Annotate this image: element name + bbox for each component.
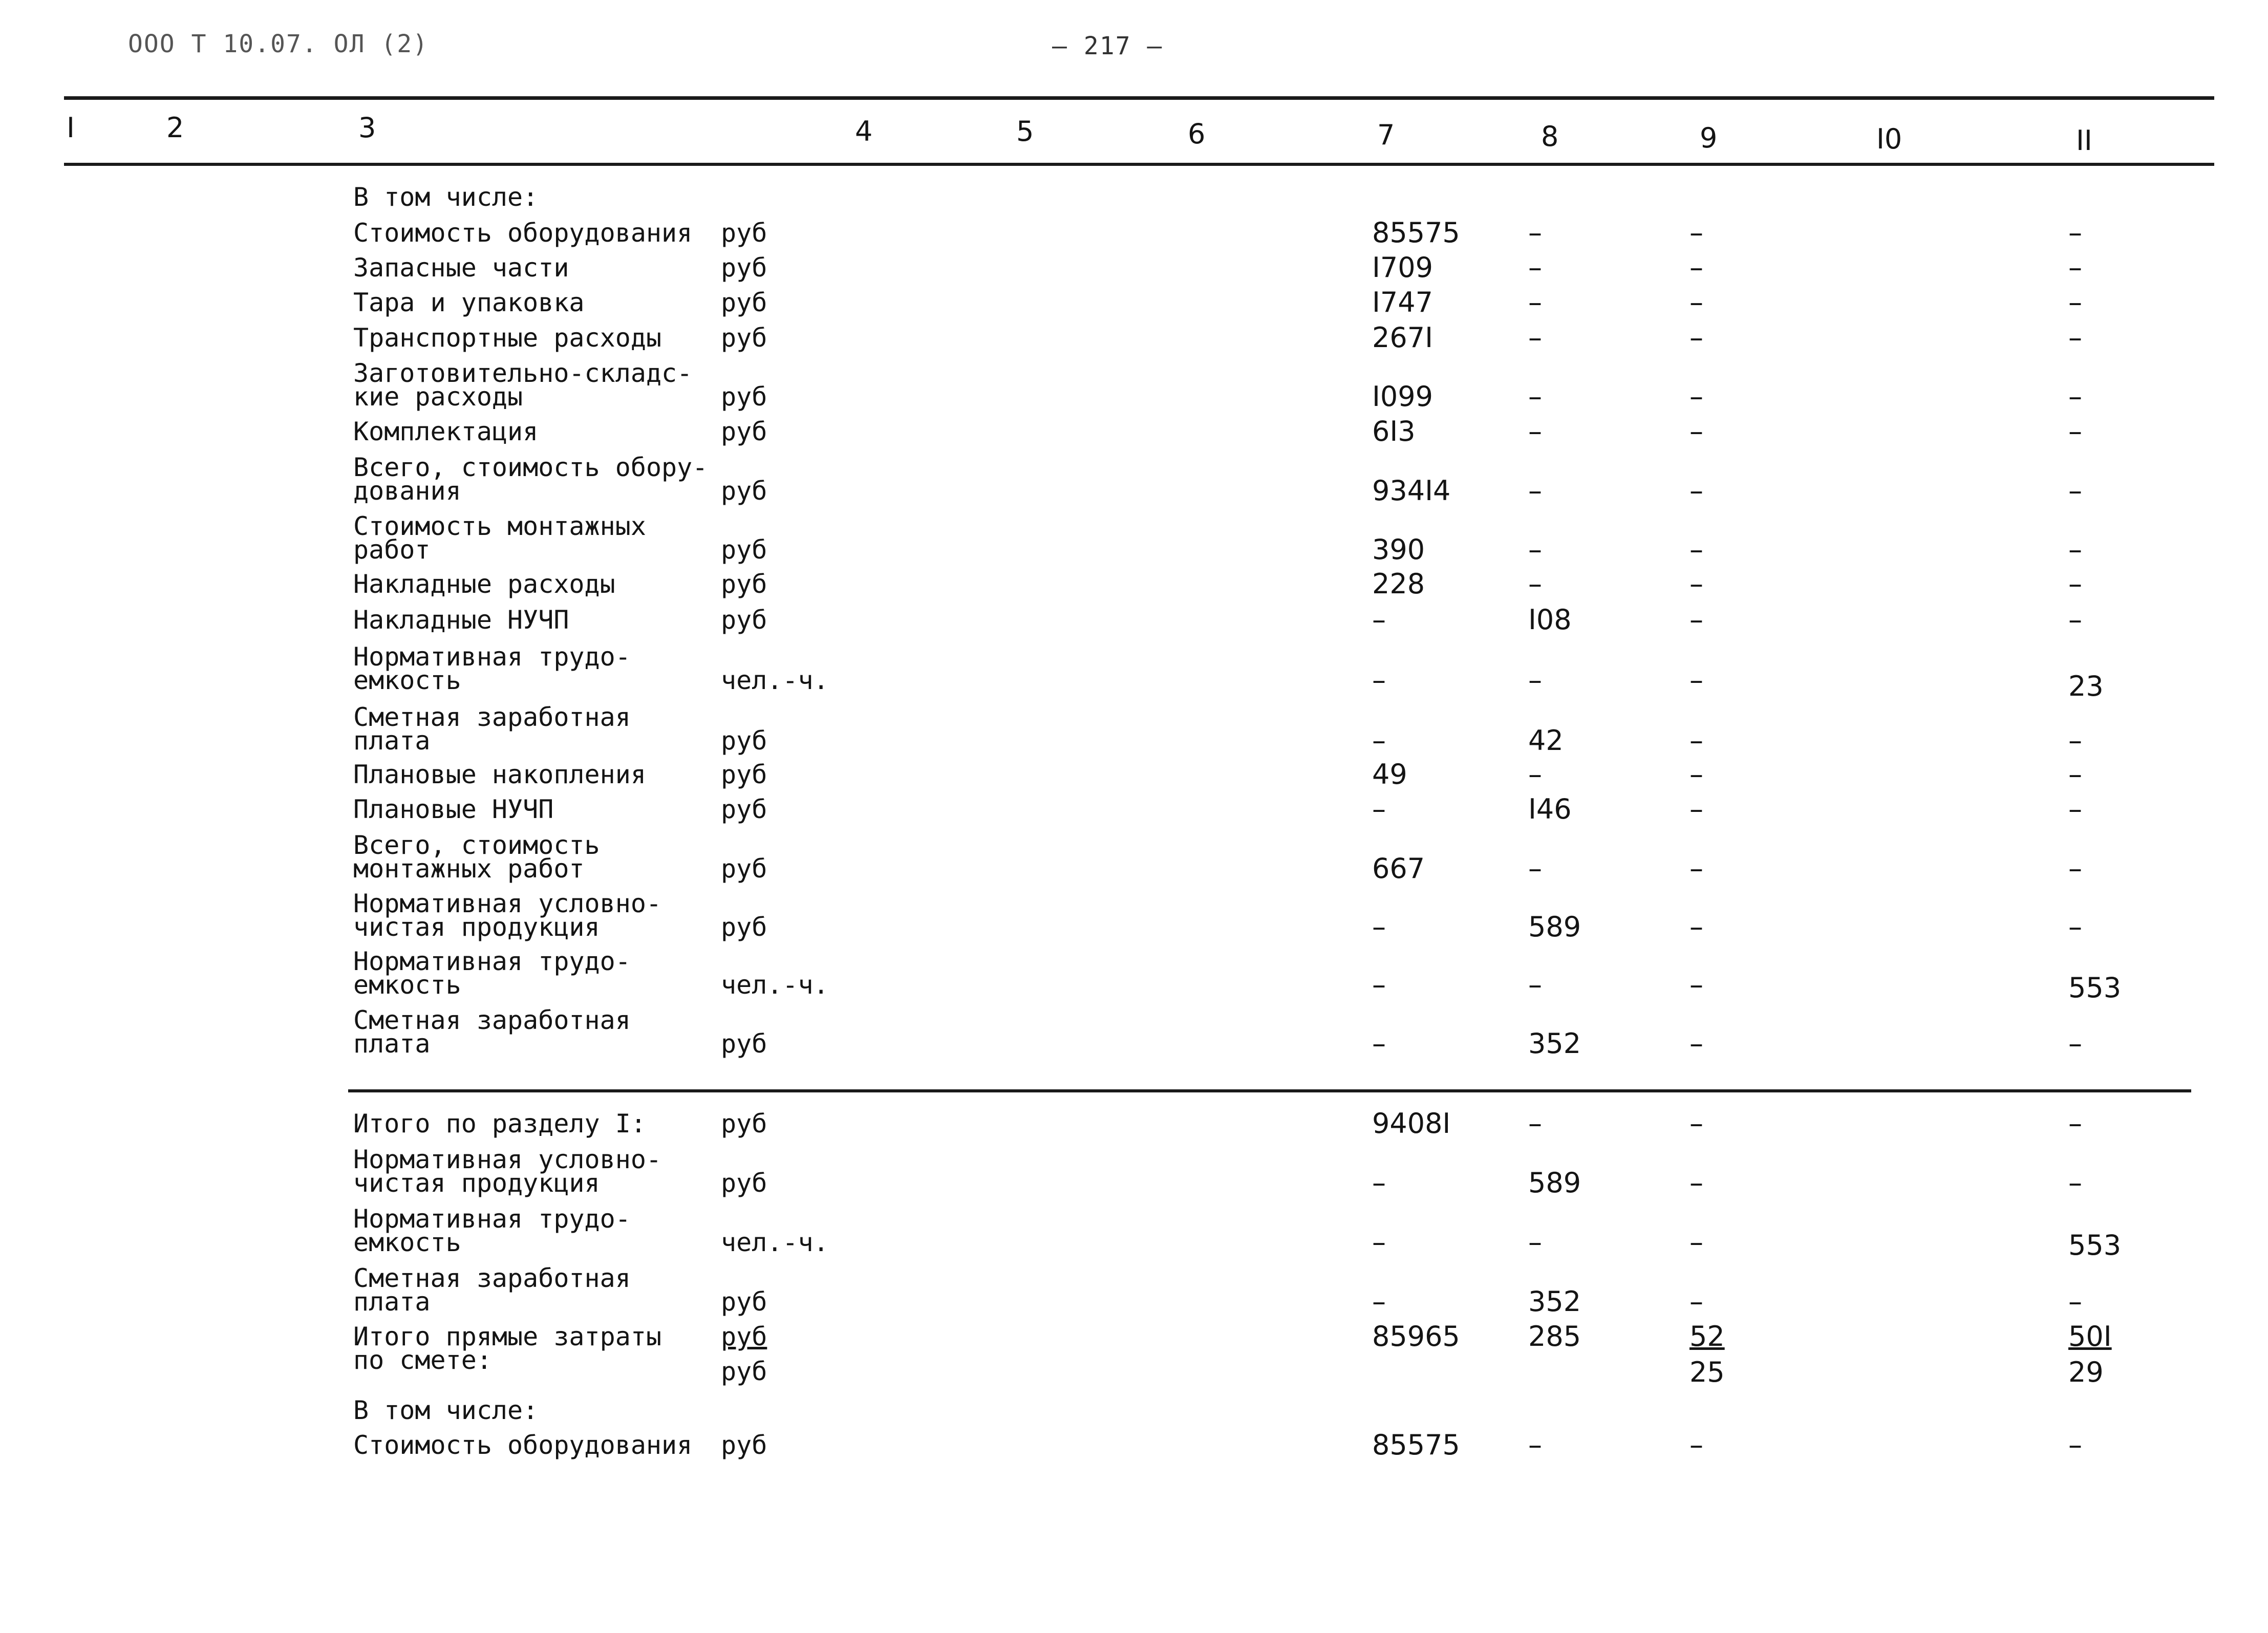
row-col11: – bbox=[2068, 286, 2082, 318]
row-col8: – bbox=[1528, 1429, 1542, 1461]
row-unit: руб bbox=[721, 1430, 767, 1460]
row-col7: 9408I bbox=[1372, 1107, 1451, 1140]
row-col7: 85575 bbox=[1372, 217, 1460, 249]
section-rule bbox=[348, 1089, 2191, 1092]
row-unit: чел.-ч. bbox=[721, 970, 829, 1000]
row-col7: 228 bbox=[1372, 568, 1425, 600]
col-7: 7 bbox=[1377, 119, 1395, 151]
row-col8: – bbox=[1528, 321, 1542, 354]
row-unit: руб bbox=[721, 854, 767, 884]
row-col11: 553 bbox=[2068, 972, 2122, 1004]
row-col8: – bbox=[1528, 533, 1542, 566]
row-col8: – bbox=[1528, 758, 1542, 790]
page-number: – 217 – bbox=[1052, 32, 1163, 60]
row-col7: I099 bbox=[1372, 380, 1433, 413]
row-col7: – bbox=[1372, 1027, 1386, 1060]
row-col7: 667 bbox=[1372, 852, 1425, 885]
row-col8: – bbox=[1528, 969, 1542, 1001]
document-code: ООО Т 10.07. ОЛ (2) bbox=[128, 30, 429, 58]
row-col11: – bbox=[2068, 1285, 2082, 1318]
row-col11: – bbox=[2068, 793, 2082, 825]
row-col7: – bbox=[1372, 1226, 1386, 1258]
row-col9: – bbox=[1689, 286, 1703, 318]
row-col11: – bbox=[2068, 852, 2082, 885]
row-label: Сметная заработная плата bbox=[353, 1263, 631, 1317]
col-4: 4 bbox=[855, 115, 873, 147]
row-unit: руб bbox=[721, 1322, 767, 1351]
row-unit: руб bbox=[721, 912, 767, 942]
row-unit: руб bbox=[721, 794, 767, 824]
row-col9: – bbox=[1689, 380, 1703, 413]
row-label: Итого по разделу I: bbox=[353, 1109, 646, 1138]
row-col8: – bbox=[1528, 415, 1542, 447]
row-col8: – bbox=[1528, 664, 1542, 696]
row-col11: – bbox=[2068, 724, 2082, 757]
row-label: Транспортные расходы bbox=[353, 323, 662, 353]
row-unit: руб bbox=[721, 253, 767, 283]
row-label: Нормативная условно- чистая продукция bbox=[353, 1145, 662, 1198]
row-col9: – bbox=[1689, 1167, 1703, 1199]
row-col11: – bbox=[2068, 533, 2082, 566]
row-unit: руб bbox=[721, 288, 767, 317]
row-col9: – bbox=[1689, 568, 1703, 600]
row-col11: 23 bbox=[2068, 670, 2104, 702]
row-label: Запасные части bbox=[353, 253, 569, 283]
row-label: Всего, стоимость обору- дования bbox=[353, 453, 708, 506]
row-label: Нормативная трудо- емкость bbox=[353, 947, 631, 1000]
row-label: Итого прямые затраты по смете: bbox=[353, 1322, 662, 1375]
row-col11: 50I bbox=[2068, 1320, 2112, 1352]
row-unit-secondary: руб bbox=[721, 1357, 767, 1386]
row-col7: I747 bbox=[1372, 286, 1433, 318]
row-col11: – bbox=[2068, 1429, 2082, 1461]
row-unit: руб bbox=[721, 476, 767, 506]
row-col8: 352 bbox=[1528, 1027, 1581, 1060]
row-col9: – bbox=[1689, 1429, 1703, 1461]
row-col7: 934I4 bbox=[1372, 475, 1451, 507]
row-label: Стоимость оборудования bbox=[353, 218, 693, 248]
row-unit: чел.-ч. bbox=[721, 1228, 829, 1257]
col-9: 9 bbox=[1700, 122, 1718, 154]
row-unit: руб bbox=[721, 1168, 767, 1198]
row-col9: – bbox=[1689, 911, 1703, 943]
row-col8: 589 bbox=[1528, 1167, 1581, 1199]
row-col7: – bbox=[1372, 911, 1386, 943]
row-unit: руб bbox=[721, 726, 767, 756]
row-col11: – bbox=[2068, 217, 2082, 249]
col-10: I0 bbox=[1876, 123, 1902, 155]
row-col11: – bbox=[2068, 1027, 2082, 1060]
row-label: В том числе: bbox=[353, 1395, 539, 1425]
row-col9: – bbox=[1689, 969, 1703, 1001]
row-col7: – bbox=[1372, 1285, 1386, 1318]
row-col8: 352 bbox=[1528, 1285, 1581, 1318]
row-col7: 85575 bbox=[1372, 1429, 1460, 1461]
row-col9: – bbox=[1689, 217, 1703, 249]
row-unit: руб bbox=[721, 382, 767, 412]
row-col7: 49 bbox=[1372, 758, 1407, 790]
row-col8: – bbox=[1528, 217, 1542, 249]
row-col8: I08 bbox=[1528, 604, 1572, 636]
row-label: Заготовительно-складс- кие расходы bbox=[353, 358, 693, 412]
row-col11: – bbox=[2068, 321, 2082, 354]
row-col9: – bbox=[1689, 475, 1703, 507]
col-1: I bbox=[67, 112, 75, 144]
row-col8: 589 bbox=[1528, 911, 1581, 943]
row-col8: – bbox=[1528, 1226, 1542, 1258]
row-col11: – bbox=[2068, 380, 2082, 413]
row-col11-secondary: 29 bbox=[2068, 1356, 2104, 1388]
row-col8: – bbox=[1528, 852, 1542, 885]
row-col9: – bbox=[1689, 1226, 1703, 1258]
row-col9-secondary: 25 bbox=[1689, 1356, 1725, 1388]
row-col11: – bbox=[2068, 758, 2082, 790]
row-unit: руб bbox=[721, 1029, 767, 1059]
row-label: Плановые накопления bbox=[353, 760, 646, 789]
row-unit: чел.-ч. bbox=[721, 665, 829, 695]
table-header-rule bbox=[64, 163, 2214, 166]
row-label: Плановые НУЧП bbox=[353, 794, 554, 824]
row-col8: – bbox=[1528, 286, 1542, 318]
col-8: 8 bbox=[1541, 120, 1559, 153]
row-col7: 6I3 bbox=[1372, 415, 1416, 447]
col-2: 2 bbox=[166, 112, 184, 144]
row-label: Нормативная условно- чистая продукция bbox=[353, 889, 662, 942]
col-6: 6 bbox=[1188, 118, 1206, 150]
row-col7: – bbox=[1372, 664, 1386, 696]
row-col11: – bbox=[2068, 251, 2082, 284]
row-label: Стоимость монтажных работ bbox=[353, 511, 646, 565]
row-col9: – bbox=[1689, 758, 1703, 790]
row-col8: – bbox=[1528, 380, 1542, 413]
row-col9: – bbox=[1689, 852, 1703, 885]
row-col7: I709 bbox=[1372, 251, 1433, 284]
row-col7: – bbox=[1372, 724, 1386, 757]
row-col9: – bbox=[1689, 251, 1703, 284]
row-col9: – bbox=[1689, 1027, 1703, 1060]
row-unit: руб bbox=[721, 605, 767, 635]
row-col11: – bbox=[2068, 604, 2082, 636]
row-col9: – bbox=[1689, 1285, 1703, 1318]
row-label: Комплектация bbox=[353, 417, 539, 446]
col-5: 5 bbox=[1016, 115, 1034, 147]
row-col11: – bbox=[2068, 475, 2082, 507]
row-col9: – bbox=[1689, 533, 1703, 566]
row-unit: руб bbox=[721, 1109, 767, 1138]
row-col11: 553 bbox=[2068, 1229, 2122, 1261]
row-col8: 42 bbox=[1528, 724, 1564, 757]
row-label: Стоимость оборудования bbox=[353, 1430, 693, 1460]
row-col9: 52 bbox=[1689, 1320, 1725, 1352]
row-unit: руб bbox=[721, 1287, 767, 1317]
row-col7: 390 bbox=[1372, 533, 1425, 566]
row-col9: – bbox=[1689, 793, 1703, 825]
row-unit: руб bbox=[721, 218, 767, 248]
row-col11: – bbox=[2068, 1107, 2082, 1140]
row-col7: – bbox=[1372, 1167, 1386, 1199]
row-unit: руб bbox=[721, 323, 767, 353]
row-label: Всего, стоимость монтажных работ bbox=[353, 830, 600, 884]
row-col8: – bbox=[1528, 475, 1542, 507]
row-col11: – bbox=[2068, 1167, 2082, 1199]
row-col7: 267I bbox=[1372, 321, 1433, 354]
row-col8: – bbox=[1528, 251, 1542, 284]
row-unit: руб bbox=[721, 417, 767, 446]
row-col8: I46 bbox=[1528, 793, 1572, 825]
row-col9: – bbox=[1689, 724, 1703, 757]
row-col8: – bbox=[1528, 568, 1542, 600]
row-col7: – bbox=[1372, 969, 1386, 1001]
col-11: II bbox=[2076, 124, 2092, 157]
table-top-rule bbox=[64, 96, 2214, 100]
row-col7: – bbox=[1372, 793, 1386, 825]
row-label: Нормативная трудо- емкость bbox=[353, 642, 631, 695]
row-unit: руб bbox=[721, 569, 767, 599]
row-label: Накладные расходы bbox=[353, 569, 615, 599]
col-3: 3 bbox=[358, 112, 376, 144]
row-col7: 85965 bbox=[1372, 1320, 1460, 1352]
row-col9: – bbox=[1689, 1107, 1703, 1140]
row-col7: – bbox=[1372, 604, 1386, 636]
row-col8: 285 bbox=[1528, 1320, 1581, 1352]
row-label: Тара и упаковка bbox=[353, 288, 585, 317]
row-label: В том числе: bbox=[353, 182, 539, 212]
row-label: Накладные НУЧП bbox=[353, 605, 569, 635]
row-col9: – bbox=[1689, 604, 1703, 636]
row-col11: – bbox=[2068, 568, 2082, 600]
row-col9: – bbox=[1689, 415, 1703, 447]
row-label: Сметная заработная плата bbox=[353, 702, 631, 756]
row-label: Сметная заработная плата bbox=[353, 1005, 631, 1059]
row-unit: руб bbox=[721, 760, 767, 789]
row-col11: – bbox=[2068, 911, 2082, 943]
row-unit: руб bbox=[721, 535, 767, 565]
row-col11: – bbox=[2068, 415, 2082, 447]
row-col8: – bbox=[1528, 1107, 1542, 1140]
row-col9: – bbox=[1689, 664, 1703, 696]
row-col9: – bbox=[1689, 321, 1703, 354]
row-label: Нормативная трудо- емкость bbox=[353, 1204, 631, 1257]
